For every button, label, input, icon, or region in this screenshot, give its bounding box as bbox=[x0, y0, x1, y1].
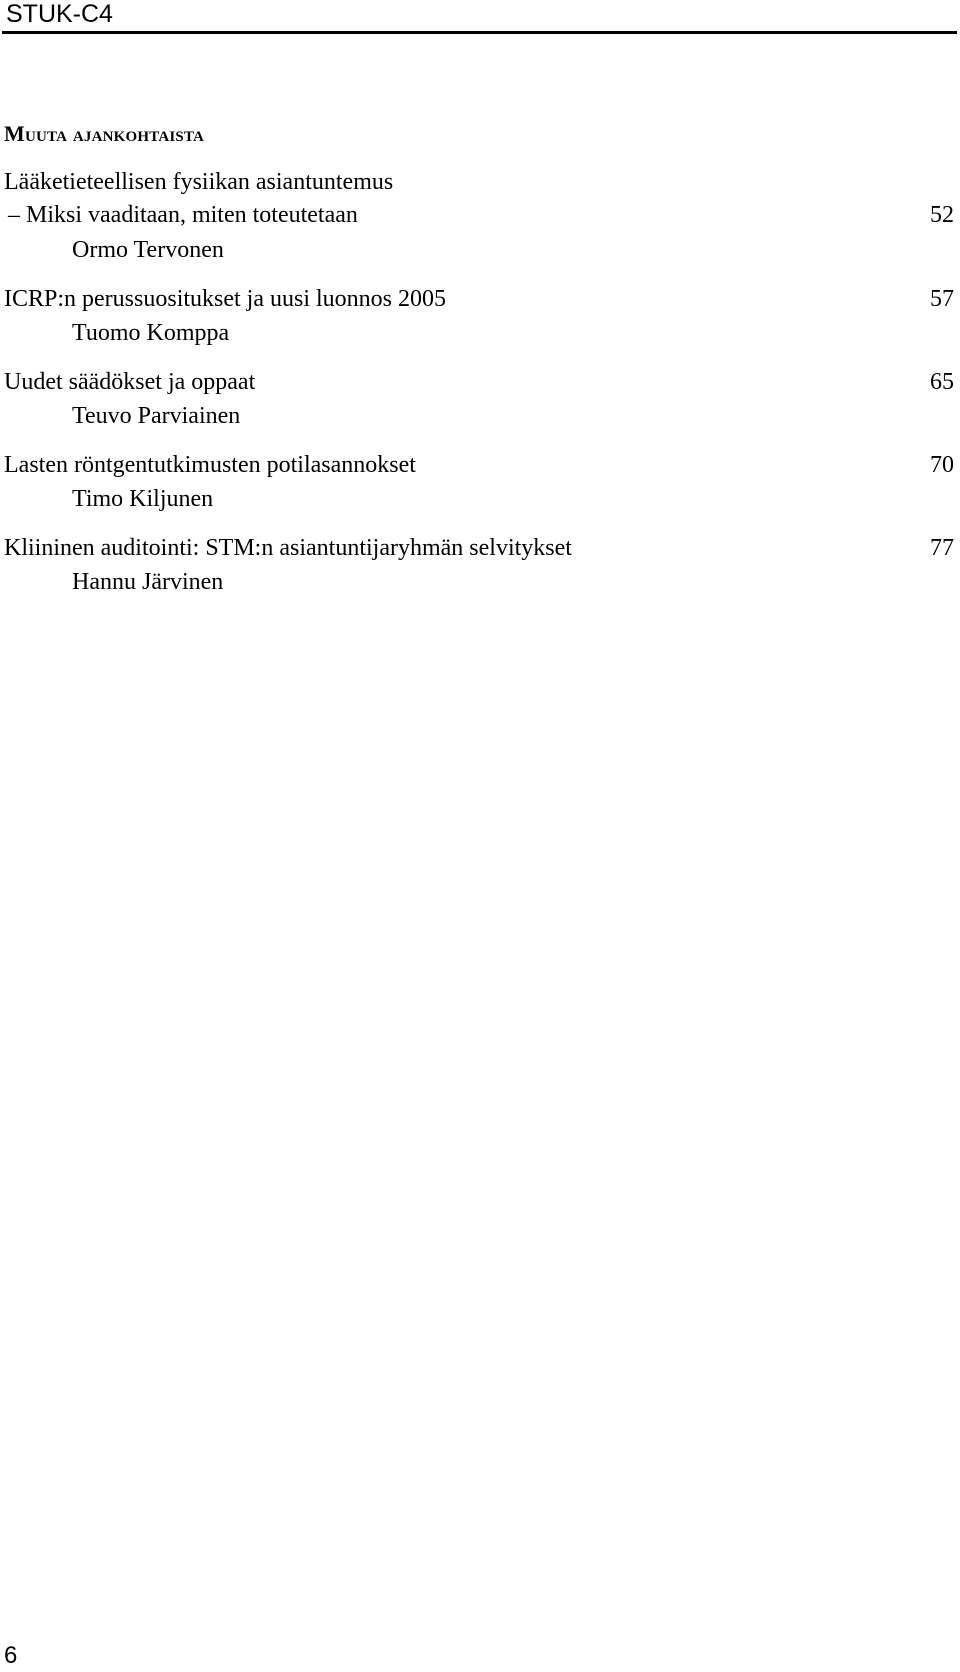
toc-entry-title-line: – Miksi vaaditaan, miten toteutetaan bbox=[8, 202, 358, 228]
header-rule bbox=[2, 31, 957, 34]
toc-entry-page: 70 bbox=[930, 452, 954, 478]
toc-entry-author: Ormo Tervonen bbox=[72, 237, 224, 263]
toc-entry-page: 52 bbox=[930, 202, 954, 228]
toc-entry-title-line: Lasten röntgentutkimusten potilasannokset bbox=[4, 452, 416, 478]
toc-entry-page: 65 bbox=[930, 369, 954, 395]
toc-entry-title-line: Lääketieteellisen fysiikan asiantuntemus bbox=[4, 169, 394, 195]
toc-entry-page: 57 bbox=[930, 286, 954, 312]
toc-entry-author: Timo Kiljunen bbox=[72, 486, 214, 512]
section-heading: Muuta ajankohtaista bbox=[4, 121, 205, 146]
toc-entry-author: Hannu Järvinen bbox=[72, 569, 224, 595]
page-number: 6 bbox=[4, 1642, 18, 1669]
toc-entry-title-line: Kliininen auditointi: STM:n asiantuntijaryhmän selvitykset bbox=[4, 535, 572, 561]
running-header: STUK-C4 bbox=[6, 0, 113, 28]
toc-entry-author: Teuvo Parviainen bbox=[72, 403, 241, 429]
toc-entry-author: Tuomo Komppa bbox=[72, 320, 230, 346]
toc-entry-title-line: ICRP:n perussuositukset ja uusi luonnos 2005 bbox=[4, 286, 447, 312]
toc-entry-title-line: Uudet säädökset ja oppaat bbox=[4, 369, 256, 395]
toc-entry-page: 77 bbox=[930, 535, 954, 561]
